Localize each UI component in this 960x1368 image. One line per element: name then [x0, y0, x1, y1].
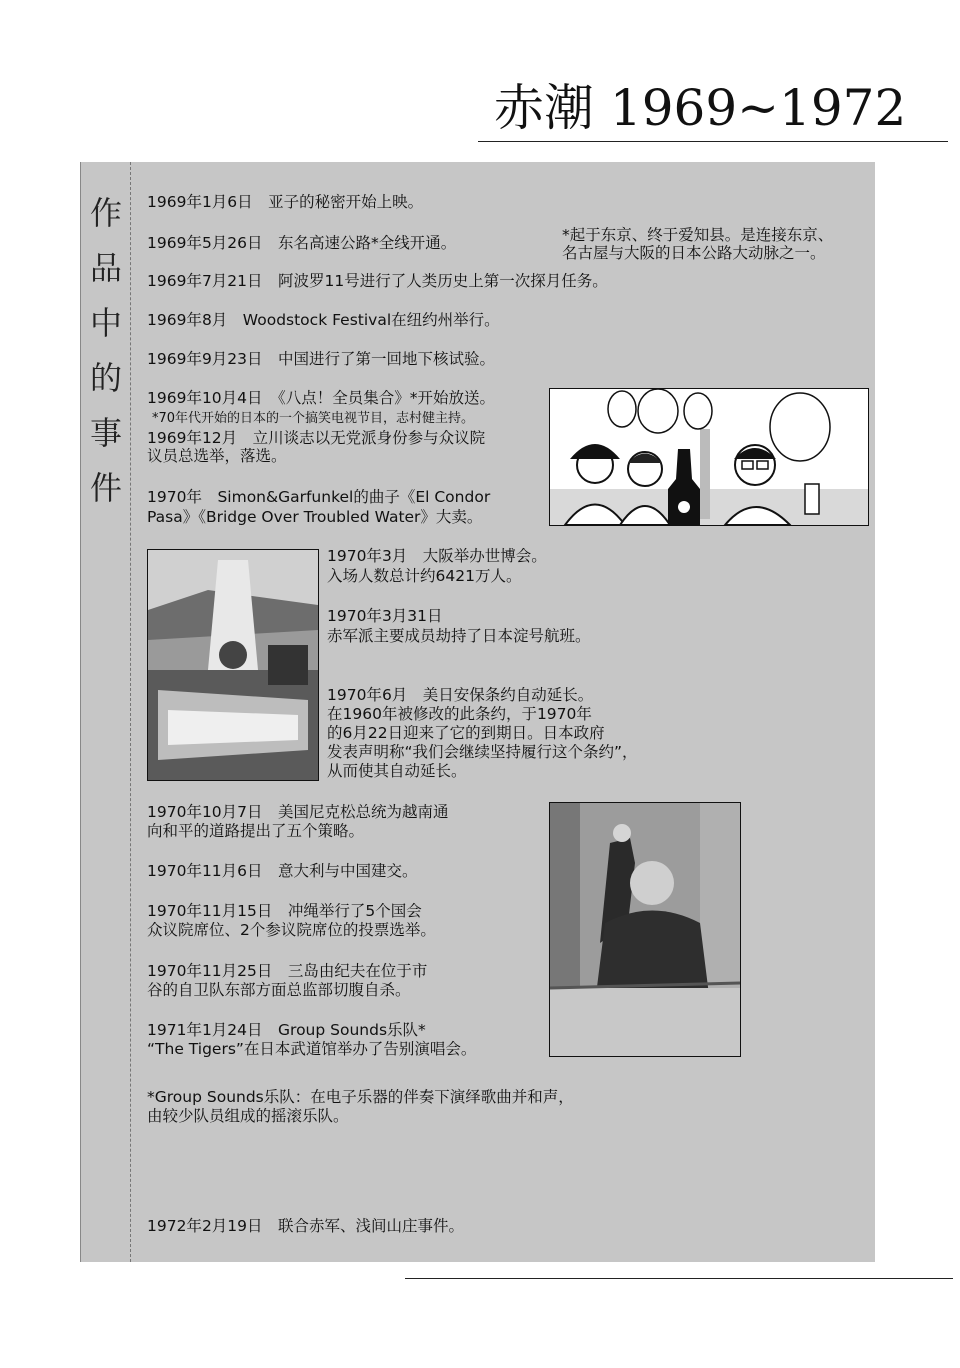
event-1970-03-31: 1970年3月31日 [327, 607, 443, 625]
event-note: 由较少队员组成的摇滚乐队。 [147, 1107, 349, 1125]
title-rule [478, 141, 948, 142]
expo-photo-drawing [148, 550, 318, 780]
side-label-char: 件 [89, 469, 122, 507]
event-1970-11-25: 1970年11月25日 三岛由纪夫在位于市 [147, 962, 428, 980]
event-1970-11-15: 众议院席位、2个参议院席位的投票选举。 [147, 921, 436, 939]
event-1970-03: 入场人数总计约6421万人。 [327, 567, 522, 585]
event-1972-02: 1972年2月19日 联合赤军、浅间山庄事件。 [147, 1217, 465, 1235]
event-note: *Group Sounds乐队：在电子乐器的伴奏下演绎歌曲并和声， [147, 1088, 574, 1106]
side-label-char: 中 [89, 304, 122, 342]
event-1970-03-31: 赤军派主要成员劫持了日本淀号航班。 [327, 627, 591, 645]
event-note: *70年代开始的日本的一个搞笑电视节目，志村健主持。 [152, 411, 475, 426]
expo-photo [147, 549, 319, 781]
manga-panel-drawing [550, 389, 868, 525]
event-1970-06: 1970年6月 美日安保条约自动延长。 [327, 686, 594, 704]
event-1970-03: 1970年3月 大阪举办世博会。 [327, 547, 547, 565]
event-1970: 1970年 Simon&Garfunkel的曲子《El Condor [147, 488, 491, 506]
event-1969-05: 1969年5月26日 东名高速公路*全线开通。 [147, 234, 457, 252]
event-1969-08: 1969年8月 Woodstock Festival在纽约州举行。 [147, 311, 500, 329]
mishima-photo [549, 802, 741, 1057]
manga-panel-image [549, 388, 869, 526]
event-1971-01: “The Tigers”在日本武道馆举办了告别演唱会。 [147, 1040, 477, 1058]
event-1970-10: 1970年10月7日 美国尼克松总统为越南通 [147, 803, 449, 821]
event-1970: Pasa》《Bridge Over Troubled Water》大卖。 [147, 508, 483, 526]
bottom-rule [405, 1278, 953, 1279]
event-1970-06: 的6月22日迎来了它的到期日。日本政府 [327, 724, 605, 742]
mishima-photo-drawing [550, 803, 740, 1056]
event-1969-07: 1969年7月21日 阿波罗11号进行了人类历史上第一次探月任务。 [147, 272, 608, 290]
page-title: 赤潮 1969~1972 [494, 79, 907, 137]
side-label-char: 事 [89, 414, 122, 452]
event-1970-06: 从而使其自动延长。 [327, 762, 467, 780]
event-1970-11-15: 1970年11月15日 冲绳举行了5个国会 [147, 902, 422, 920]
side-label-char: 品 [89, 249, 122, 287]
event-1969-12: 议员总选举，落选。 [147, 447, 287, 465]
event-1969-09: 1969年9月23日 中国进行了第一回地下核试验。 [147, 350, 496, 368]
event-1970-10: 向和平的道路提出了五个策略。 [147, 822, 365, 840]
event-note: 名古屋与大阪的日本公路大动脉之一。 [562, 244, 826, 262]
side-label-char: 作 [89, 194, 122, 232]
event-1971-01: 1971年1月24日 Group Sounds乐队* [147, 1021, 426, 1039]
event-1969-12: 1969年12月 立川谈志以无党派身份参与众议院 [147, 429, 486, 447]
side-label [86, 186, 126, 516]
side-divider [130, 162, 131, 1262]
event-1969-10: 1969年10月4日 《八点！全员集合》*开始放送。 [147, 389, 496, 407]
event-1970-06: 在1960年被修改的此条约，于1970年 [327, 705, 592, 723]
event-1970-11-06: 1970年11月6日 意大利与中国建交。 [147, 862, 418, 880]
side-label-char: 的 [89, 359, 122, 397]
event-1970-06: 发表声明称“我们会继续坚持履行这个条约”， [327, 743, 638, 761]
event-note: *起于东京、终于爱知县。是连接东京、 [562, 226, 834, 244]
event-1969-01: 1969年1月6日 亚子的秘密开始上映。 [147, 193, 424, 211]
event-1970-11-25: 谷的自卫队东部方面总监部切腹自杀。 [147, 981, 411, 999]
